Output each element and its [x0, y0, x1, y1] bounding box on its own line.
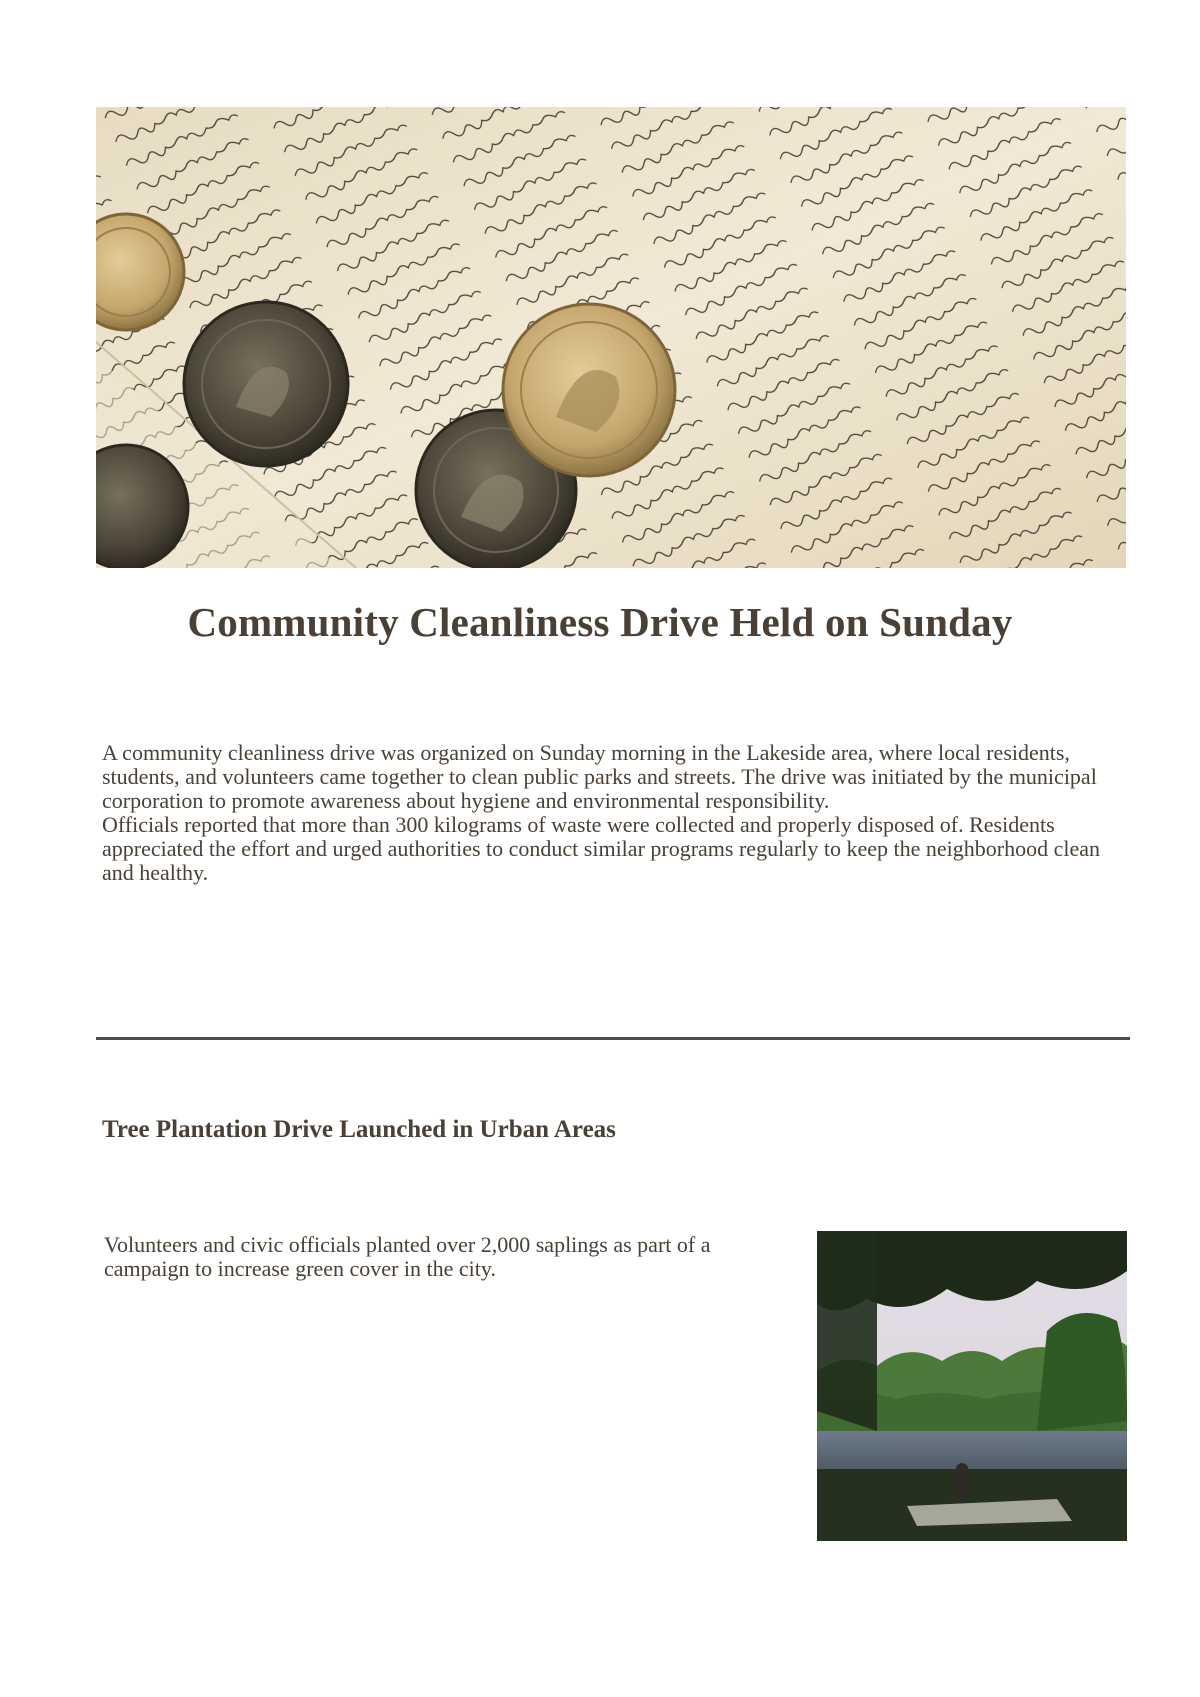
article-body — [102, 741, 1112, 885]
article-paragraph: A community cleanliness drive was organized on Sunday morning in the Lakeside area, where local residents, students, and volunteers came together to clean public parks and streets. The drive was initiated by the municipal corporation to promote awareness about hygiene and environmental responsibility. — [102, 740, 1097, 813]
section-divider — [96, 1037, 1130, 1040]
secondary-body: Volunteers and civic officials planted over 2,000 saplings as part of a campaign to increase green cover in the city. — [104, 1232, 711, 1281]
article-headline: Community Cleanliness Drive Held on Sunday — [187, 599, 1013, 645]
park-photo — [817, 1231, 1127, 1541]
secondary-headline: Tree Plantation Drive Launched in Urban Areas — [102, 1116, 616, 1143]
article-paragraph: Officials reported that more than 300 kilograms of waste were collected and properly disposed of. Residents appreciated the effort and urged authorities to conduct similar programs regularly to keep the neighborhood clean and healthy. — [102, 812, 1101, 885]
hero-image — [96, 107, 1126, 568]
